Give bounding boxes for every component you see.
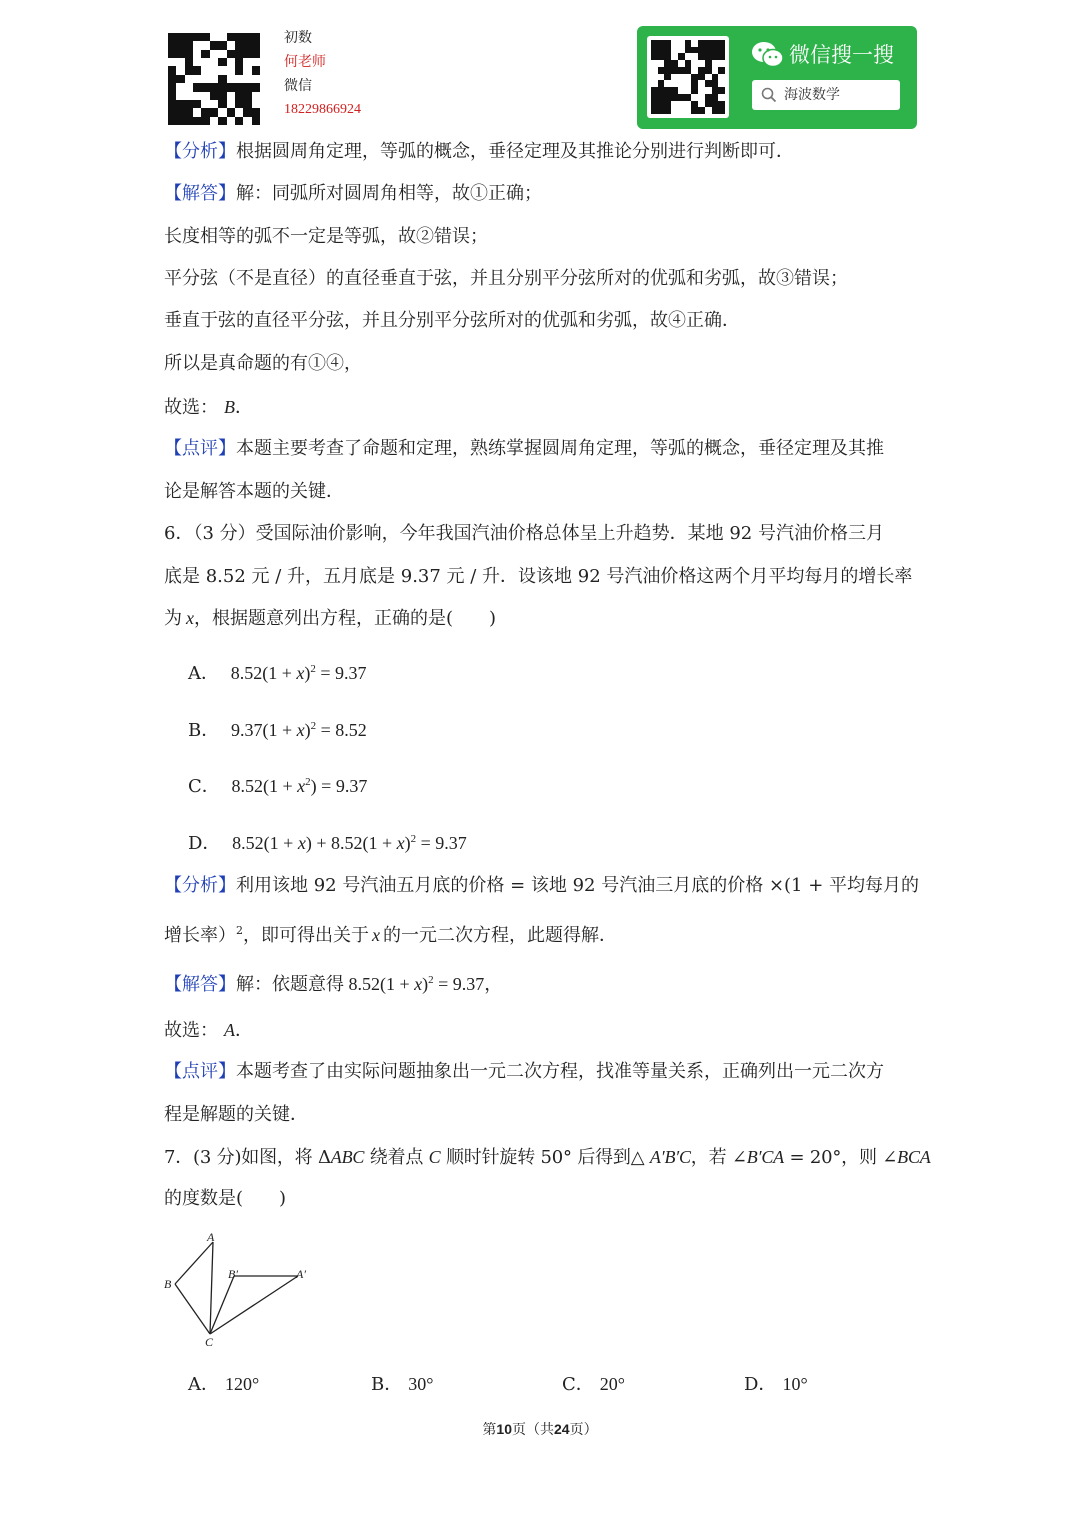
- answer-formula: 解：依题意得 $8.52(1 + x)^2 = 9.37$，: [236, 974, 503, 994]
- q7-option-a[interactable]: [188, 1372, 259, 1397]
- vertex-b-prime: B′: [228, 1267, 238, 1281]
- search-icon: [761, 87, 777, 103]
- analysis-tag: 【分析】: [164, 141, 236, 162]
- q6-stem-line2: 底是 8.52 元 / 升，五月底是 9.37 元 / 升．设该地 92 号汽油价格这两个月平均每月的增长率: [164, 566, 913, 587]
- option-value: 20°: [599, 1374, 625, 1394]
- choose-prefix: 故选：: [164, 397, 218, 418]
- option-value: 30°: [408, 1374, 434, 1394]
- q5-line5: 所以是真命题的有①④，: [164, 353, 362, 374]
- q6-comment: [164, 1060, 884, 1084]
- page-number: 10: [496, 1421, 512, 1437]
- analysis-text: 利用该地 92 号汽油五月底的价格 = 该地 92 号汽油三月底的价格 ×(1 + 平均每月的: [236, 875, 920, 896]
- vertex-a-prime: A′: [296, 1267, 306, 1281]
- option-value: 10°: [782, 1374, 808, 1394]
- analysis-sup: 2: [236, 924, 243, 937]
- q7-option-b[interactable]: [371, 1372, 433, 1397]
- page-footer: 第10页（共24页）: [482, 1421, 598, 1438]
- q5-line4: 垂直于弦的直径平分弦，并且分别平分弦所对的优弧和劣弧，故④正确．: [164, 310, 740, 331]
- option-formula: $8.52(1 + x)^2 = 9.37$: [230, 663, 367, 683]
- q6-option-a[interactable]: [188, 657, 367, 686]
- q7-option-d[interactable]: [744, 1372, 808, 1397]
- qr-code-left: [168, 33, 260, 125]
- comment-tag: 【点评】: [164, 438, 236, 459]
- q6-analysis: [164, 874, 919, 898]
- q6-option-b[interactable]: [188, 714, 367, 743]
- option-label: D．: [744, 1374, 777, 1395]
- choose-value: A: [224, 1020, 235, 1040]
- q5-analysis: [164, 140, 794, 164]
- option-label: D．: [188, 833, 221, 854]
- choose-value: B: [224, 397, 235, 417]
- vertex-b: B: [164, 1277, 172, 1291]
- q5-choose: [164, 395, 253, 420]
- answer-tag: 【解答】: [164, 183, 236, 204]
- comment-tag: 【点评】: [164, 1061, 236, 1082]
- option-label: B．: [188, 720, 220, 741]
- q5-answer: [164, 182, 542, 206]
- analysis-text-c: 的一元二次方程，此题得解．: [383, 925, 617, 946]
- wechat-search-title: 微信搜一搜: [789, 43, 894, 67]
- option-label: A．: [188, 1374, 219, 1395]
- wechat-search-box[interactable]: [752, 80, 900, 110]
- wechat-search-banner[interactable]: [637, 26, 917, 129]
- option-value: 120°: [225, 1374, 260, 1394]
- q5-line3: 平分弦（不是直径）的直径垂直于弦，并且分别平分弦所对的优弧和劣弧，故③错误；: [164, 268, 848, 289]
- analysis-text: 根据圆周角定理，等弧的概念，垂径定理及其推论分别进行判断即可．: [236, 141, 794, 162]
- q6-option-c[interactable]: [188, 770, 367, 799]
- rotation-figure: [158, 1228, 318, 1353]
- q5-comment: [164, 437, 884, 461]
- stem-var: x: [186, 608, 194, 628]
- analysis-tag: 【分析】: [164, 875, 236, 896]
- q5-line2: 长度相等的弧不一定是等弧，故②错误；: [164, 226, 488, 247]
- q6-choose: [164, 1018, 253, 1043]
- analysis-text-b: ，即可得出关于: [243, 925, 369, 946]
- answer-tag: 【解答】: [164, 974, 236, 995]
- wechat-search-text: 海波数学: [784, 87, 840, 103]
- q7-stem-line1: 7．(3 分)如图，将 ΔABC 绕着点 C 顺时针旋转 50° 后得到△ A′B′C，若 ∠B′CA = 20°，则 ∠BCA: [164, 1147, 931, 1168]
- vertex-c: C: [205, 1335, 214, 1349]
- q6-answer: [164, 968, 502, 997]
- stem-text: 为: [164, 608, 182, 629]
- vertex-a: A: [207, 1230, 215, 1244]
- option-formula: $8.52(1 + x^2) = 9.37$: [231, 776, 368, 796]
- q7-option-c[interactable]: [562, 1372, 625, 1397]
- page-total: 24: [554, 1421, 570, 1437]
- q5-comment-cont: 论是解答本题的关键．: [164, 481, 344, 502]
- option-label: A．: [188, 663, 219, 684]
- q7-stem-line2: 的度数是( ): [164, 1188, 287, 1209]
- option-label: C．: [562, 1374, 594, 1395]
- author-line1: 初数: [284, 30, 312, 46]
- q6-stem-line3: [164, 606, 496, 631]
- author-name: 何老师: [284, 54, 326, 70]
- comment-text: 本题主要考查了命题和定理，熟练掌握圆周角定理，等弧的概念，垂径定理及其推: [236, 438, 884, 459]
- wechat-icon: [751, 40, 785, 70]
- answer-text: 解：同弧所对圆周角相等，故①正确；: [236, 183, 542, 204]
- analysis-var: x: [372, 925, 380, 945]
- qr-code-right: [647, 36, 729, 118]
- option-label: B．: [371, 1374, 403, 1395]
- q6-comment-cont: 程是解题的关键．: [164, 1104, 308, 1125]
- q6-stem-line1: 6．（3 分）受国际油价影响，今年我国汽油价格总体呈上升趋势．某地 92 号汽油价格三月: [164, 523, 884, 544]
- analysis-text-a: 增长率）: [164, 925, 236, 946]
- author-info: [284, 26, 361, 122]
- author-line3: 微信: [284, 78, 312, 94]
- q6-option-d[interactable]: [188, 827, 467, 856]
- choose-suffix: ．: [235, 1020, 253, 1041]
- choose-suffix: ．: [235, 397, 253, 418]
- author-phone: 18229866924: [284, 102, 361, 117]
- choose-prefix: 故选：: [164, 1020, 218, 1041]
- option-label: C．: [188, 776, 220, 797]
- comment-text: 本题考查了由实际问题抽象出一元二次方程，找准等量关系，正确列出一元二次方: [236, 1061, 884, 1082]
- option-formula: $8.52(1 + x) + 8.52(1 + x)^2 = 9.37$: [232, 833, 467, 853]
- stem-text-end: ，根据题意列出方程，正确的是( ): [194, 608, 497, 629]
- option-formula: $9.37(1 + x)^2 = 8.52$: [230, 720, 367, 740]
- q6-analysis-cont: [164, 919, 617, 948]
